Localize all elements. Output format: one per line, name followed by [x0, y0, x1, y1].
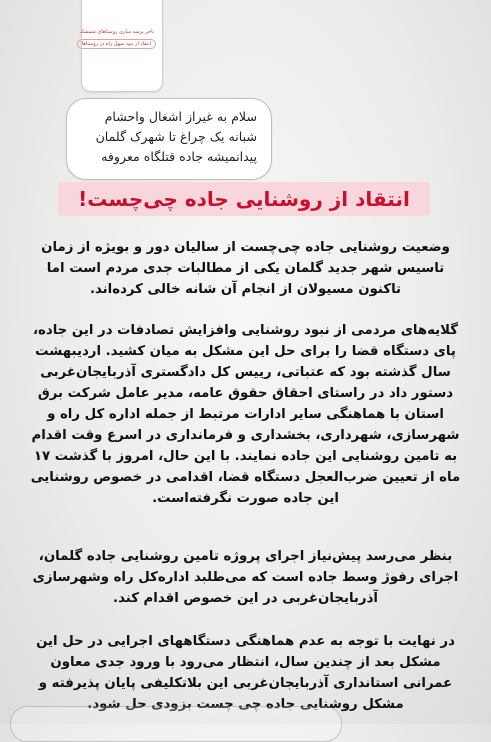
article-paragraph-4: در نهایت با توجه به عدم هماهنگی دستگاههای اجرایی در حل این مشکل بعد از چندین سال، انتظار می‌رود با ورود جدی معاون عمرانی استانداری آذربایجان‌غربی این بلاتکلیفی پایان پذیرفته و مشکل روشنایی جاده چی چست بزودی حل شود.: [36, 634, 455, 712]
embedded-screenshot-card: [81, 0, 163, 92]
story-headline: انتقاد از روشنایی جاده چی‌چست!: [58, 182, 430, 216]
article-paragraph-1: وضعیت روشنایی جاده چی‌چست از سالیان دور و بویژه از زمان تاسیس شهر جدید گلمان یکی از مطالبات جدی مردم است اما تاکنون مسیولان از انجام آن شانه خالی کرده‌اند.: [41, 240, 450, 297]
embedded-screenshot-line: تاخر پرسه سازی روستاهای شمشک: [79, 29, 154, 35]
article-paragraph-2: گلایه‌های مردمی از نبود روشنایی وافزایش تصادفات در این جاده، پای دستگاه قضا را برای حل این مشکل به میان کشید. اردیبهشت سال گذشته بود که عتباتی، رییس کل دادگستری آذربایجان‌غربی دستور داد در راستای احقاق حقوق عامه، مدیر عامل شرکت برق استان با هماهنگی سایر ادارات مرتبط از جمله اداره کل راه و شهرسازی، شهرداری، بخشداری و فرمانداری در اسرع وقت اقدام به تامین روشنایی این جاده نمایند. با این حال، امروز با گذشت ۱۷ ماه از تعیین ضرب‌العجل دستگاه قضا، اقدامی در خصوص روشنایی این جاده صورت نگرفته‌است.: [30, 323, 461, 506]
comment-text: سلام به غیراز اشغال واحشام شبانه یک چراغ تا شهرک گلمان پیدانمیشه جاده قتلگاه معروفه: [95, 109, 257, 164]
comment-bubble: [66, 98, 272, 180]
article-paragraph-3: بنظر می‌رسد پیش‌نیاز اجرای پروژه تامین روشنایی جاده گلمان، اجرای رفوژ وسط جاده است که می‌طلبد اداره‌کل راه وشهرسازی آذربایجان‌غربی در این خصوص اقدام کند.: [32, 549, 459, 606]
reply-input[interactable]: [10, 706, 342, 742]
embedded-screenshot-pill: انتقاد از نبود سهل راه در روستاها: [77, 39, 156, 49]
